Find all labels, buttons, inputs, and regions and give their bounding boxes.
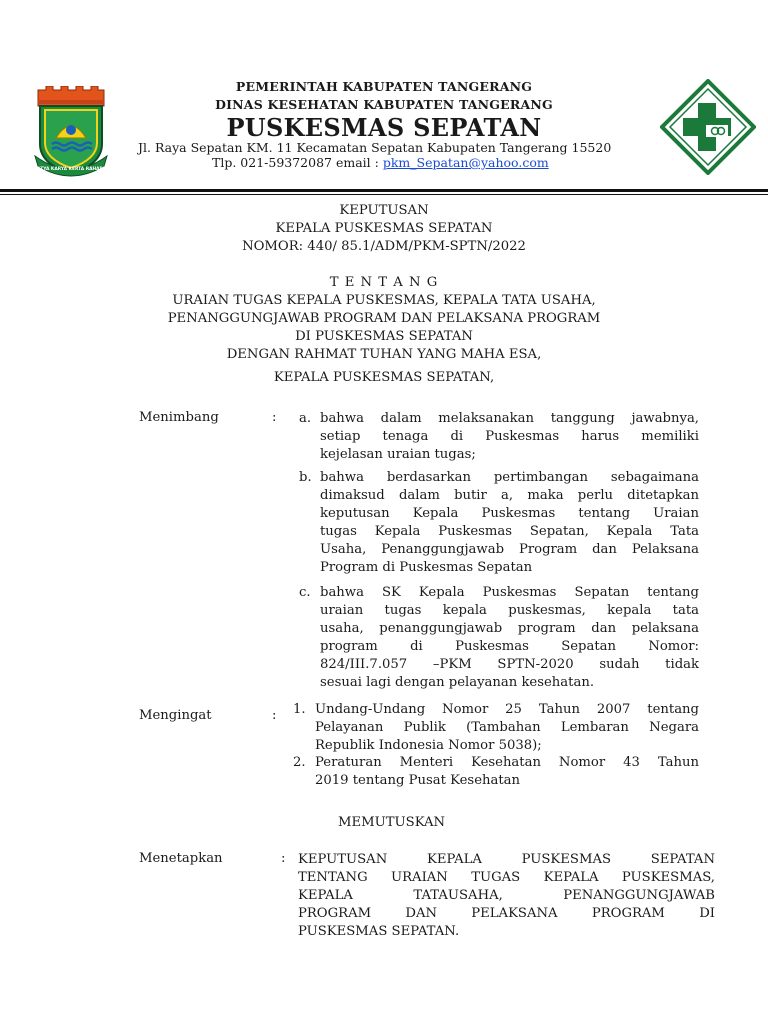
institution-contact — [212, 155, 549, 170]
menetapkan-label: Menetapkan — [139, 851, 223, 866]
decree-heading: KEPUTUSAN — [339, 203, 429, 218]
text-line: Usaha, Penanggungjawab Program dan Pelaksana — [320, 542, 699, 557]
decree-issuer: KEPALA PUSKESMAS SEPATAN — [275, 221, 493, 236]
text-line: program di Puskesmas Sepatan Nomor: — [320, 639, 699, 654]
text-line: Peraturan Menteri Kesehatan Nomor 43 Tahun — [315, 755, 699, 770]
institution-address: Jl. Raya Sepatan KM. 11 Kecamatan Sepatan Kabupaten Tangerang 15520 — [138, 140, 612, 155]
menimbang-marker-b: b. — [299, 470, 312, 485]
menimbang-marker-c: c. — [299, 585, 311, 600]
decree-official: KEPALA PUSKESMAS SEPATAN, — [273, 370, 495, 385]
puskesmas-logo — [660, 79, 756, 175]
email-link[interactable]: pkm_Sepatan@yahoo.com — [382, 155, 549, 170]
menimbang-label: Menimbang — [139, 410, 219, 425]
text-line: TENTANG URAIAN TUGAS KEPALA PUSKESMAS, — [298, 870, 715, 885]
text-line: keputusan Kepala Puskesmas tentang Uraian — [320, 506, 699, 521]
menetapkan-colon: : — [281, 851, 286, 866]
government-name: PEMERINTAH KABUPATEN TANGERANG — [235, 79, 533, 94]
text-line: setiap tenaga di Puskesmas harus memiliki — [320, 429, 699, 444]
institution-title: PUSKESMAS SEPATAN — [226, 113, 542, 142]
text-line: uraian tugas kepala puskesmas, kepala tata — [320, 603, 699, 618]
mengingat-marker-1: 1. — [293, 702, 306, 717]
text-line: 2019 tentang Pusat Kesehatan — [315, 773, 521, 788]
decree-invocation: DENGAN RAHMAT TUHAN YANG MAHA ESA, — [226, 347, 542, 362]
menimbang-item-b — [320, 469, 699, 577]
menimbang-item-c — [320, 584, 699, 692]
decree-subject-line-1: URAIAN TUGAS KEPALA PUSKESMAS, KEPALA TATA USAHA, — [172, 293, 596, 308]
agency-name: DINAS KESEHATAN KABUPATEN TANGERANG — [215, 97, 553, 112]
text-line: KEPALA TATAUSAHA, PENANGGUNGJAWAB — [298, 888, 715, 903]
mengingat-colon: : — [272, 708, 277, 723]
text-line: Undang-Undang Nomor 25 Tahun 2007 tentang — [315, 702, 699, 717]
text-line: bahwa dalam melaksanakan tanggung jawabnya, — [320, 411, 699, 426]
text-line: 824/III.7.057 –PKM SPTN-2020 sudah tidak — [320, 657, 699, 672]
mengingat-item-2 — [315, 754, 699, 790]
text-line: PUSKESMAS SEPATAN. — [298, 924, 460, 939]
menetapkan-text — [298, 851, 715, 941]
decree-tentang: T E N T A N G — [329, 275, 439, 290]
decree-subject-line-3: DI PUSKESMAS SEPATAN — [295, 329, 473, 344]
text-line: KEPUTUSAN KEPALA PUSKESMAS SEPATAN — [298, 852, 715, 867]
text-line: kejelasan uraian tugas; — [320, 447, 476, 462]
letterhead-rule-thin — [0, 194, 768, 195]
decree-number: NOMOR: 440/ 85.1/ADM/PKM-SPTN/2022 — [242, 239, 526, 254]
text-line: bahwa SK Kepala Puskesmas Sepatan tentang — [320, 585, 699, 600]
mengingat-item-1 — [315, 701, 699, 755]
text-line: Pelayanan Publik (Tambahan Lembaran Negara — [315, 720, 699, 735]
text-line: sesuai lagi dengan pelayanan kesehatan. — [320, 675, 595, 690]
text-line: PROGRAM DAN PELAKSANA PROGRAM DI — [298, 906, 715, 921]
phone-text: Tlp. 021-59372087 email : — [212, 155, 383, 170]
text-line: tugas Kepala Puskesmas Sepatan, Kepala Tata — [320, 524, 699, 539]
letterhead-rule-thick — [0, 189, 768, 192]
decree-subject-line-2: PENANGGUNGJAWAB PROGRAM DAN PELAKSANA PROGRAM — [167, 311, 601, 326]
mengingat-label: Mengingat — [139, 708, 212, 723]
text-line: Program di Puskesmas Sepatan — [320, 560, 533, 575]
text-line: usaha, penanggungjawab program dan pelaksana — [320, 621, 699, 636]
mengingat-marker-2: 2. — [293, 755, 306, 770]
text-line: bahwa berdasarkan pertimbangan sebagaimana — [320, 470, 699, 485]
menimbang-colon: : — [272, 410, 277, 425]
text-line: dimaksud dalam butir a, maka perlu ditetapkan — [320, 488, 699, 503]
memutuskan-heading: MEMUTUSKAN — [338, 815, 446, 830]
logo-motto: SATYA KARYA KERTA RAHARJA — [34, 167, 108, 172]
menimbang-item-a — [320, 410, 699, 464]
text-line: Republik Indonesia Nomor 5038); — [315, 738, 542, 753]
menimbang-marker-a: a. — [299, 411, 312, 426]
